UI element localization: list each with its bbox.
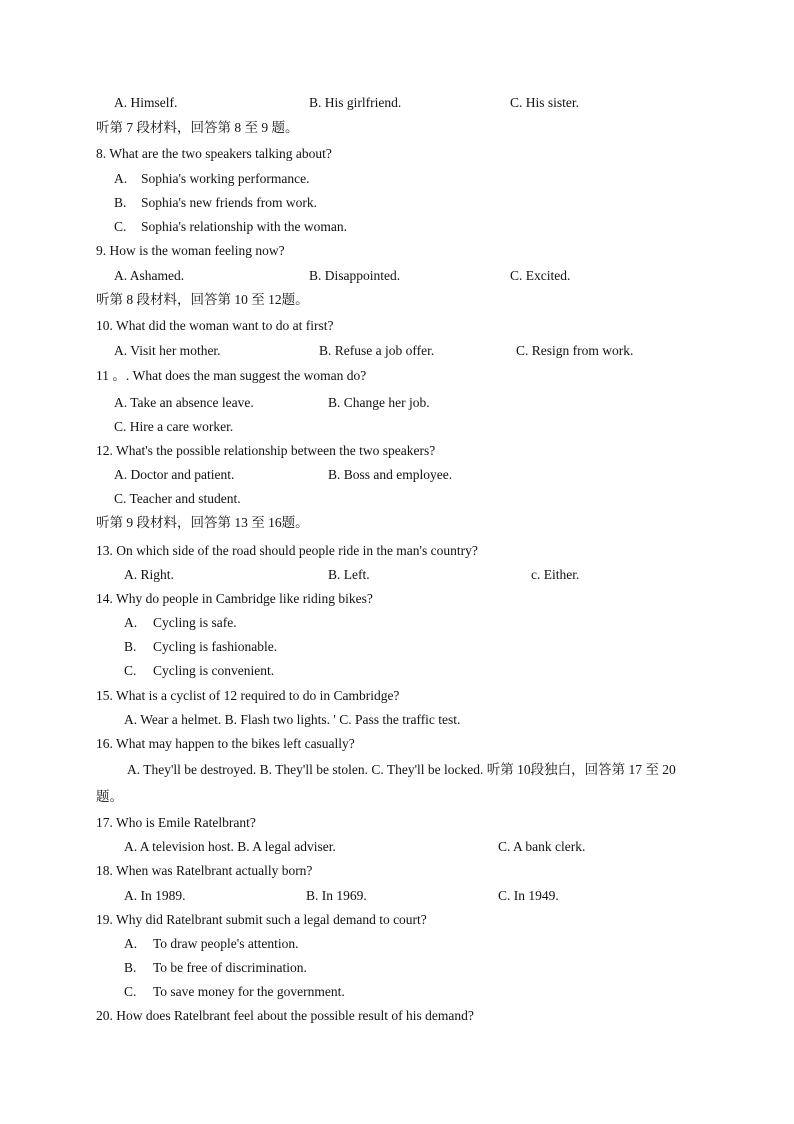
option-c: C. Resign from work. <box>516 343 634 358</box>
question-stem: 16. What may happen to the bikes left casually? <box>96 736 355 751</box>
option-letter: B. <box>124 639 137 654</box>
option-letter: A. <box>114 171 128 186</box>
option-a: Sophia's working performance. <box>141 171 310 186</box>
option-a: A. Take an absence leave. <box>114 395 254 410</box>
options-line: A. Wear a helmet. B. Flash two lights. ' C. Pass the traffic test. <box>124 712 461 727</box>
option-b: B. Boss and employee. <box>328 467 453 482</box>
option-letter: C. <box>114 219 127 234</box>
option-letter: B. <box>114 195 127 210</box>
options-line: A. They'll be destroyed. B. They'll be stolen. C. They'll be locked. 听第 10段独白，回答第 17 至 20 <box>127 762 676 777</box>
question-stem: 9. How is the woman feeling now? <box>96 243 285 258</box>
options-line: A. A television host. B. A legal adviser. <box>124 839 336 854</box>
option-a: A. In 1989. <box>124 888 186 903</box>
option-a: A. Ashamed. <box>114 268 185 283</box>
option-c: C. His sister. <box>510 95 580 110</box>
question-stem: 20. How does Ratelbrant feel about the possible result of his demand? <box>96 1008 474 1023</box>
question-stem: 12. What's the possible relationship between the two speakers? <box>96 443 436 458</box>
option-a: Cycling is safe. <box>153 615 237 630</box>
option-b: B. Left. <box>328 567 370 582</box>
option-c: Sophia's relationship with the woman. <box>141 219 348 234</box>
option-a: A. Himself. <box>114 95 178 110</box>
question-stem: 18. When was Ratelbrant actually born? <box>96 863 313 878</box>
option-letter: C. <box>124 984 137 999</box>
option-b: B. Refuse a job offer. <box>319 343 435 358</box>
option-c: C. In 1949. <box>498 888 559 903</box>
option-a: A. Doctor and patient. <box>114 467 235 482</box>
question-stem: 13. On which side of the road should people ride in the man's country? <box>96 543 478 558</box>
options-line-wrap: 题。 <box>96 789 123 804</box>
option-b: B. His girlfriend. <box>309 95 402 110</box>
question-stem: 15. What is a cyclist of 12 required to do in Cambridge? <box>96 688 400 703</box>
option-c: C. Teacher and student. <box>114 491 241 506</box>
option-c: Cycling is convenient. <box>153 663 275 678</box>
option-letter: A. <box>124 615 138 630</box>
option-b: Sophia's new friends from work. <box>141 195 318 210</box>
option-b: B. In 1969. <box>306 888 367 903</box>
question-stem: 14. Why do people in Cambridge like riding bikes? <box>96 591 373 606</box>
option-letter: B. <box>124 960 137 975</box>
option-b: To be free of discrimination. <box>153 960 307 975</box>
option-a: A. Right. <box>124 567 174 582</box>
option-c: C. Hire a care worker. <box>114 419 234 434</box>
option-a: To draw people's attention. <box>153 936 299 951</box>
option-c: c. Either. <box>531 567 580 582</box>
question-stem: 8. What are the two speakers talking about? <box>96 146 332 161</box>
option-c: To save money for the government. <box>153 984 345 999</box>
question-stem: 11 。. What does the man suggest the woman do? <box>96 368 367 383</box>
option-b: Cycling is fashionable. <box>153 639 278 654</box>
section-heading: 听第 8 段材料，回答第 10 至 12题。 <box>96 292 309 307</box>
option-c: C. A bank clerk. <box>498 839 586 854</box>
section-heading: 听第 9 段材料，回答第 13 至 16题。 <box>96 515 309 530</box>
section-heading: 听第 7 段材料，回答第 8 至 9 题。 <box>96 120 299 135</box>
option-a: A. Visit her mother. <box>114 343 221 358</box>
option-b: B. Change her job. <box>328 395 430 410</box>
option-b: B. Disappointed. <box>309 268 401 283</box>
option-letter: A. <box>124 936 138 951</box>
question-stem: 10. What did the woman want to do at first? <box>96 318 334 333</box>
question-stem: 19. Why did Ratelbrant submit such a legal demand to court? <box>96 912 427 927</box>
question-stem: 17. Who is Emile Ratelbrant? <box>96 815 256 830</box>
option-letter: C. <box>124 663 137 678</box>
option-c: C. Excited. <box>510 268 571 283</box>
